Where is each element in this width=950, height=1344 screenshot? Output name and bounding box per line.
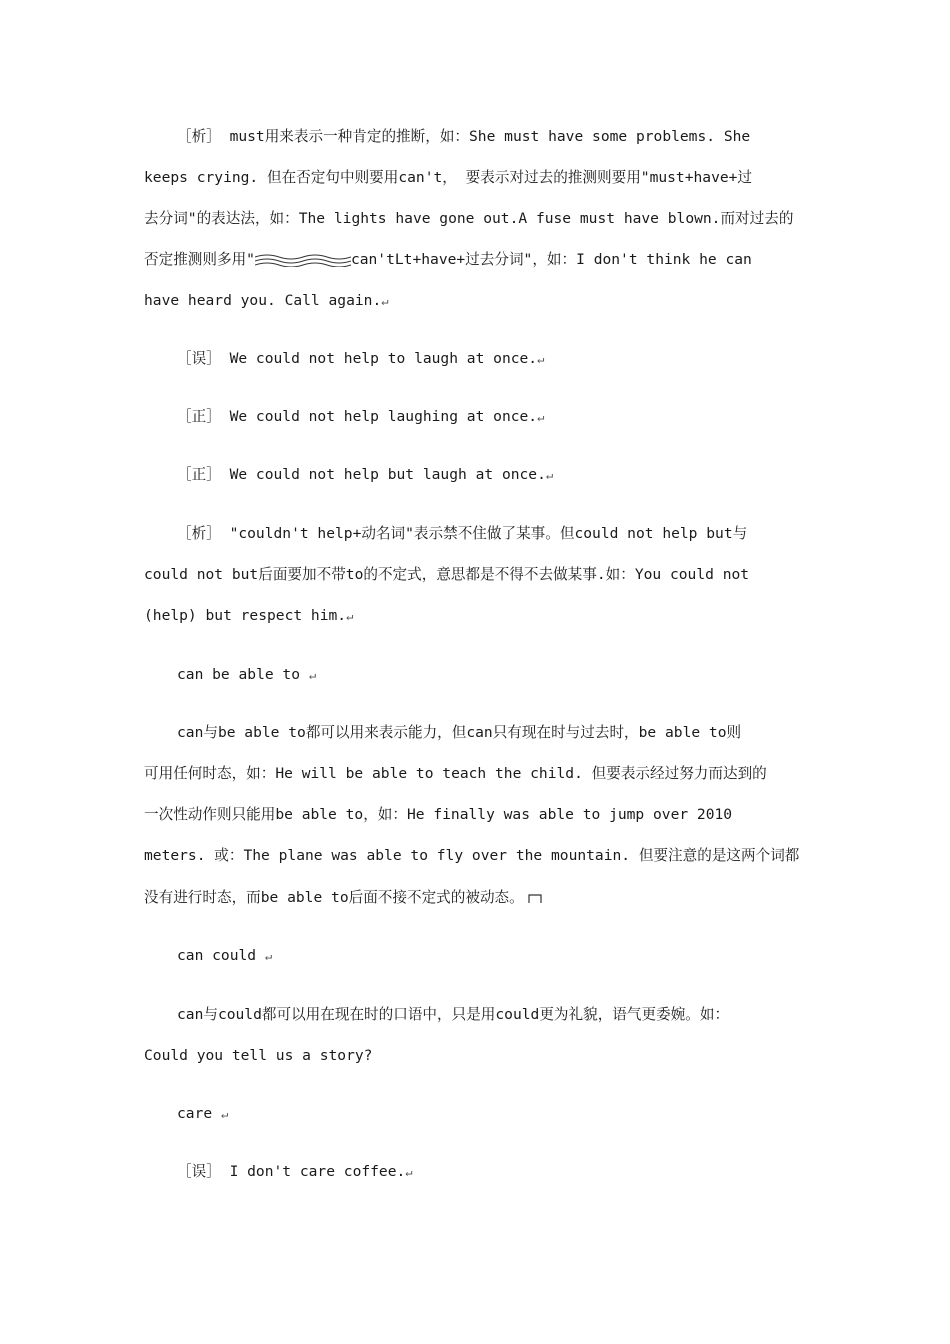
analysis-line-4-start: 否定推测则多用"	[144, 251, 255, 268]
analysis-line-3: 去分词"的表达法，如：The lights have gone out.A fuse must have blown.而对过去的	[144, 210, 794, 227]
analysis-line-1: ［析］ must用来表示一种肯定的推断，如：She must have some problems. She	[177, 128, 751, 145]
analysis-line-4	[144, 250, 752, 270]
heading-care-text: care	[177, 1105, 213, 1122]
wavy-underline-mark	[255, 253, 351, 267]
paragraph-mark: ↵	[537, 410, 545, 424]
could-line-1: can与could都可以用在现在时的口语中，只是用could更为礼貌，语气更委婉。如：	[177, 1006, 730, 1023]
paragraph-mark: ↵	[381, 294, 389, 308]
correct-example-2	[177, 465, 553, 485]
paragraph-mark: ↵	[346, 609, 354, 623]
analysis-line-5-text: have heard you. Call again.	[144, 292, 382, 309]
analysis-line-5	[144, 291, 388, 311]
able-to-line-5	[144, 888, 542, 908]
wrong-example-care-text: ［误］ I don't care coffee.	[177, 1163, 406, 1180]
section-break-mark	[528, 893, 542, 903]
paragraph-mark: ↵	[264, 949, 273, 963]
paragraph-mark: ↵	[537, 352, 545, 366]
able-to-line-1: can与be able to都可以用来表示能力，但can只有现在时与过去时，be able to则	[177, 724, 742, 741]
able-to-line-2: 可用任何时态，如：He will be able to teach the child. 但要表示经过努力而达到的	[144, 765, 767, 782]
paragraph-mark: ↵	[220, 1107, 229, 1121]
paragraph-mark: ↵	[405, 1165, 413, 1179]
heading-can-be-able-to-text: can be able to	[177, 666, 301, 683]
paragraph-mark: ↵	[545, 468, 554, 482]
heading-can-could	[177, 946, 272, 966]
analysis2-line-3	[144, 606, 353, 626]
heading-care	[177, 1104, 228, 1124]
analysis-line-2: keeps crying. 但在否定句中则要用can't， 要表示对过去的推测则要用"must+have+过	[144, 169, 753, 186]
paragraph-mark: ↵	[308, 668, 317, 682]
correct-example-1	[177, 407, 544, 427]
heading-can-could-text: can could	[177, 947, 257, 964]
wrong-example-1	[177, 349, 544, 369]
wrong-example-care	[177, 1162, 413, 1182]
correct-example-1-text: ［正］ We could not help laughing at once.	[177, 408, 538, 425]
wrong-example-1-text: ［误］ We could not help to laugh at once.	[177, 350, 538, 367]
able-to-line-3: 一次性动作则只能用be able to，如：He finally was able to jump over 2010	[144, 806, 733, 823]
analysis2-line-1: ［析］ "couldn't help+动名词"表示禁不住做了某事。但could not help but与	[177, 525, 748, 542]
could-line-2: Could you tell us a story?	[144, 1047, 373, 1064]
able-to-line-5-text: 没有进行时态，而be able to后面不接不定式的被动态。	[144, 889, 524, 906]
analysis2-line-2: could not but后面要加不带to的不定式，意思都是不得不去做某事.如：You could not	[144, 566, 750, 583]
able-to-line-4: meters. 或：The plane was able to fly over the mountain. 但要注意的是这两个词都	[144, 847, 800, 864]
heading-can-be-able-to	[177, 665, 316, 685]
analysis-line-4-end: can'tLt+have+过去分词"，如：I don't think he can	[350, 251, 752, 268]
correct-example-2-text: ［正］ We could not help but laugh at once.	[177, 466, 546, 483]
analysis2-line-3-text: (help) but respect him.	[144, 607, 347, 624]
